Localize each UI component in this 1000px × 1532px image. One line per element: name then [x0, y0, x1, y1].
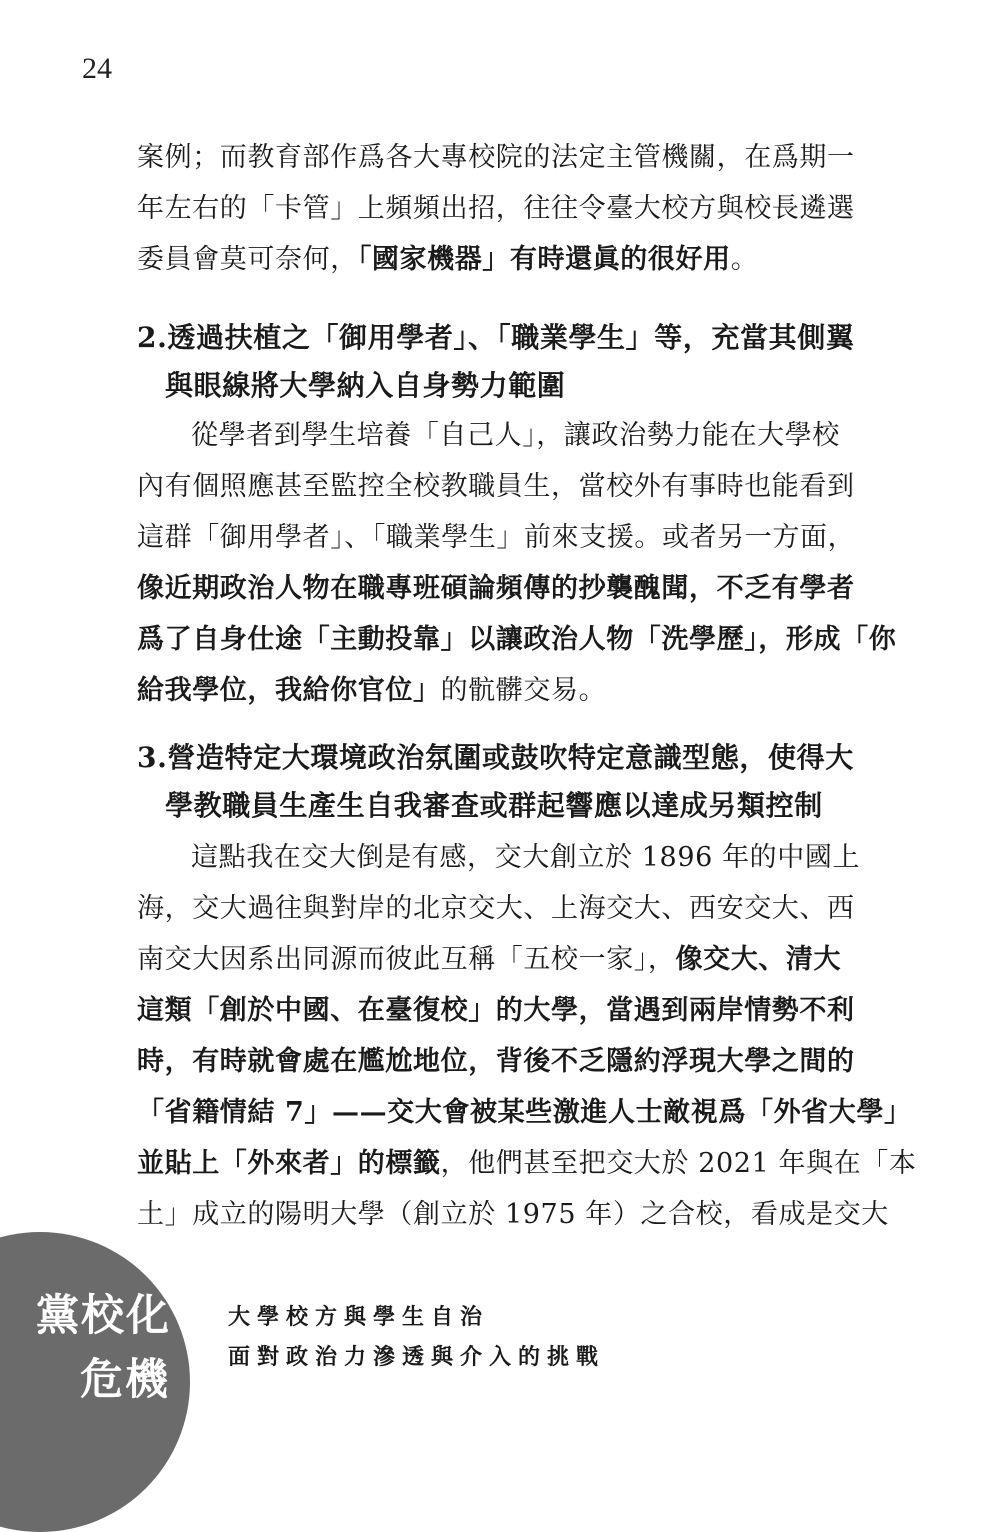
chapter-badge-line-2: 危機 [80, 1355, 170, 1405]
paragraph-2 [137, 410, 897, 716]
text-line [137, 1138, 917, 1189]
bold-text-line: 時，有時就會處在尷尬地位，背後不乏隱約浮現大學之間的 [137, 1046, 855, 1077]
text-run: 委員會莫可奈何， [137, 244, 358, 275]
paragraph-3 [137, 832, 917, 1240]
text-line: 案例；而教育部作爲各大專校院的法定主管機關，在爲期一 [137, 142, 855, 173]
chapter-badge-line-1: 黨校化 [36, 1291, 171, 1341]
text-run: 的骯髒交易。 [440, 675, 607, 706]
text-line: 土」成立的陽明大學（創立於 1975 年）之合校，看成是交大 [137, 1199, 889, 1230]
page-number: 24 [82, 52, 112, 85]
text-line: 從學者到學生培養「自己人」，讓政治勢力能在大學校 [191, 420, 840, 451]
text-line [137, 234, 847, 285]
text-line [137, 934, 847, 985]
text-line: 這點我在交大倒是有感，交大創立於 1896 年的中國上 [191, 842, 861, 873]
bold-text-run: 像交大、清大 [675, 944, 842, 975]
bold-text-run: 並貼上「外來者」的標籤 [137, 1148, 441, 1179]
heading-line: 與眼線將大學納入自身勢力範圍 [165, 369, 566, 402]
text-line: 這群「御用學者」、「職業學生」前來支援。或者另一方面， [137, 522, 856, 553]
heading-line: 2.透過扶植之「御用學者」、「職業學生」等，充當其側翼 [137, 321, 855, 354]
text-run: ，他們甚至把交大於 2021 年與在「本 [440, 1148, 917, 1179]
bold-text-run: 「國家機器」有時還眞的很好用 [357, 244, 731, 275]
bold-text-line: 這類「創於中國、在臺復校」的大學，當遇到兩岸情勢不利 [137, 995, 855, 1026]
paragraph-1 [137, 132, 855, 285]
text-line: 海，交大過往與對岸的北京交大、上海交大、西安交大、西 [137, 893, 855, 924]
section-heading-2 [137, 314, 855, 410]
text-line [137, 665, 847, 716]
running-title-line-2: 面對政治力滲透與介入的挑戰 [228, 1345, 606, 1370]
heading-line: 3.營造特定大環境政治氛圍或鼓吹特定意識型態，使得大 [137, 741, 854, 774]
text-line: 內有個照應甚至監控全校教職員生，當校外有事時也能看到 [137, 471, 855, 502]
bold-text-run: 給我學位，我給你官位」 [137, 675, 441, 706]
heading-line: 學教職員生產生自我審查或群起響應以達成另類控制 [165, 789, 823, 822]
text-run: 。 [730, 244, 759, 275]
bold-text-line: 像近期政治人物在職專班碩論頻傳的抄襲醜聞，不乏有學者 [137, 573, 855, 604]
text-line: 年左右的「卡管」上頻頻出招，往往令臺大校方與校長遴選 [137, 193, 855, 224]
running-title-line-1: 大學校方與學生自治 [228, 1305, 490, 1330]
bold-text-line: 爲了自身仕途「主動投靠」以讓政治人物「洗學歷」，形成「你 [137, 624, 897, 655]
text-run: 南交大因系出同源而彼此互稱「五校一家」， [137, 944, 676, 975]
section-heading-3 [137, 734, 854, 830]
bold-text-line: 「省籍情結 7」——交大會被某些激進人士敵視爲「外省大學」 [137, 1097, 912, 1128]
